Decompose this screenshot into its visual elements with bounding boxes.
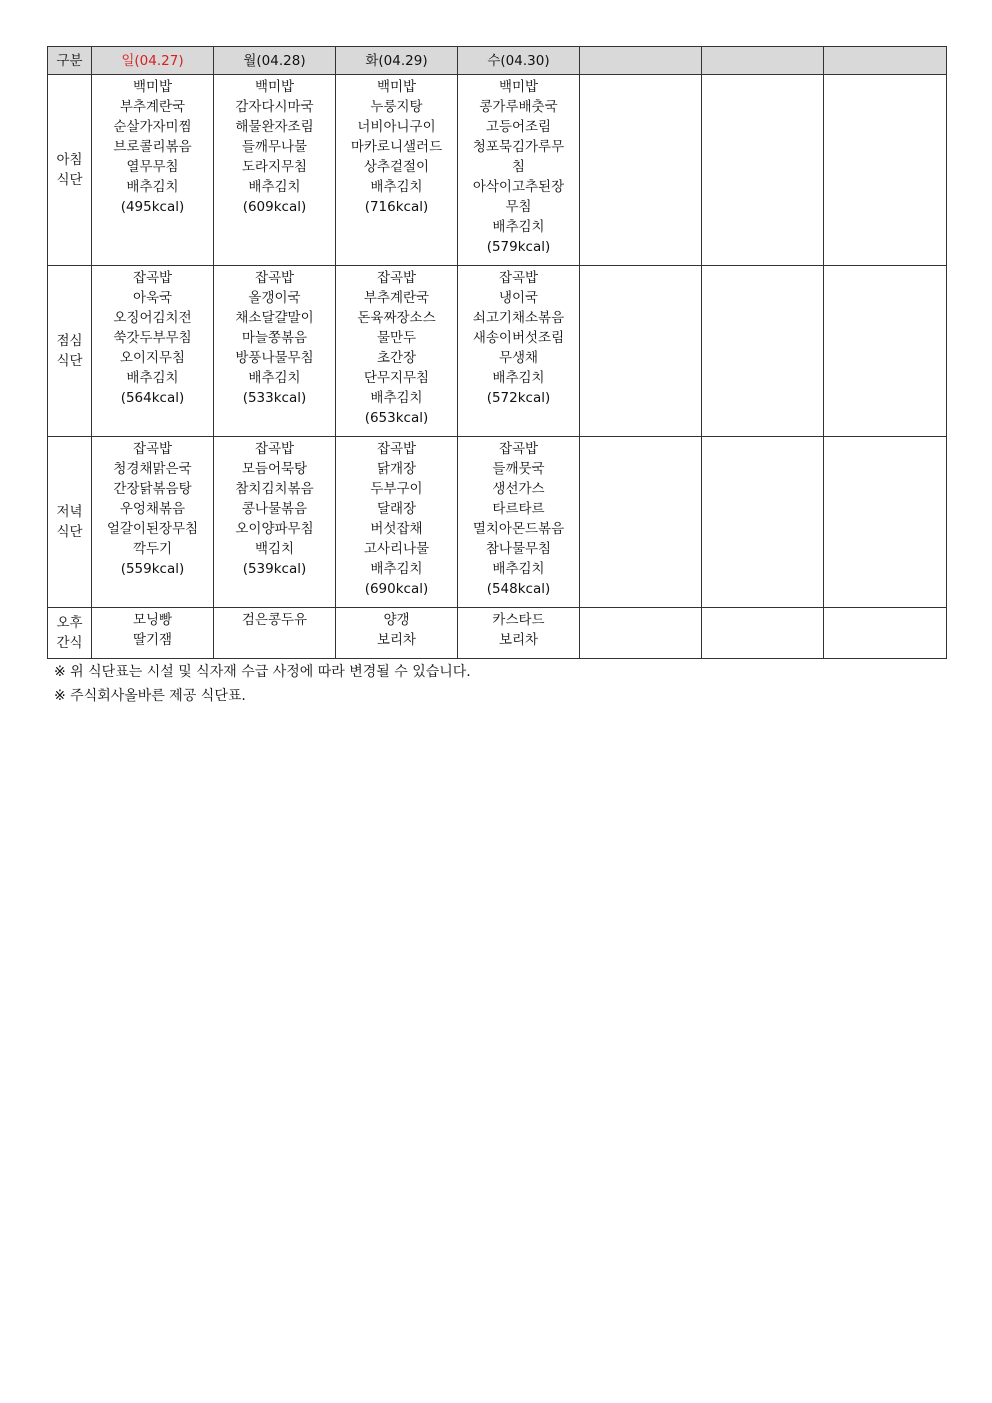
menu-item: 마늘쫑볶음 <box>241 330 308 346</box>
menu-item: 순살가자미찜 <box>113 119 192 135</box>
menu-item: 너비아니구이 <box>357 119 436 135</box>
menu-item: 얼갈이된장무침 <box>106 521 199 537</box>
menu-item: 우엉채볶음 <box>119 501 186 517</box>
menu-item: 참치김치볶음 <box>235 481 314 497</box>
menu-item: 무생채 <box>498 350 539 366</box>
menu-item: 고등어조림 <box>485 119 552 135</box>
menu-cell <box>702 608 824 659</box>
menu-item: 모듬어묵탕 <box>241 461 308 477</box>
menu-item: 냉이국 <box>498 290 539 306</box>
menu-cell <box>336 437 458 608</box>
menu-item: 멸치아몬드볶음 <box>472 521 565 537</box>
menu-item: 타르타르 <box>492 501 545 517</box>
menu-item: 배추김치 <box>370 561 423 577</box>
menu-item: (533kcal) <box>242 390 307 406</box>
meal-label-line: 점심 <box>56 333 83 349</box>
menu-item: 간장닭볶음탕 <box>113 481 192 497</box>
menu-item: 오징어김치전 <box>113 310 192 326</box>
menu-item: 쑥갓두부무침 <box>113 330 192 346</box>
menu-item: 부추계란국 <box>119 99 186 115</box>
menu-item: 배추김치 <box>248 179 301 195</box>
meal-label-line: 저녁 <box>56 504 83 520</box>
menu-cell <box>92 266 214 437</box>
menu-cell <box>458 437 580 608</box>
menu-item: (539kcal) <box>242 561 307 577</box>
menu-item: 깍두기 <box>132 541 173 557</box>
menu-item: 생선가스 <box>492 481 545 497</box>
menu-cell <box>458 608 580 659</box>
menu-item: 부추계란국 <box>363 290 430 306</box>
menu-cell <box>214 608 336 659</box>
menu-cell <box>336 75 458 266</box>
menu-cell <box>580 437 702 608</box>
menu-cell <box>214 75 336 266</box>
meal-row-dinner <box>48 437 947 608</box>
menu-item: (653kcal) <box>364 410 429 426</box>
menu-item: 잡곡밥 <box>376 270 417 286</box>
weekly-meal-table <box>47 46 947 659</box>
menu-item: 백미밥 <box>132 79 173 95</box>
menu-cell <box>702 75 824 266</box>
menu-cell <box>824 437 947 608</box>
menu-item: 백미밥 <box>254 79 295 95</box>
menu-item: 참나물무침 <box>485 541 552 557</box>
menu-item: 브로콜리볶음 <box>113 139 192 155</box>
menu-item: 아욱국 <box>132 290 173 306</box>
menu-item: 보리차 <box>498 632 539 648</box>
menu-item: (548kcal) <box>486 581 551 597</box>
menu-item: 상추겉절이 <box>363 159 430 175</box>
footnote-provider: ※ 주식회사올바른 제공 식단표. <box>54 688 246 704</box>
table-header-row <box>48 47 947 75</box>
category-header: 구분 <box>48 47 92 75</box>
menu-cell <box>458 266 580 437</box>
menu-item: 두부구이 <box>370 481 423 497</box>
menu-cell <box>824 75 947 266</box>
day-header-tuesday: 화(04.29) <box>336 47 458 75</box>
menu-item: 보리차 <box>376 632 417 648</box>
menu-item: 침 <box>511 159 526 175</box>
menu-item: 검은콩두유 <box>241 612 308 628</box>
menu-item: 새송이버섯조림 <box>472 330 565 346</box>
meal-label-line: 식단 <box>56 524 83 540</box>
menu-item: 들깨뭇국 <box>492 461 545 477</box>
menu-cell <box>702 437 824 608</box>
menu-item: 도라지무침 <box>241 159 308 175</box>
menu-cell <box>824 266 947 437</box>
menu-item: 백미밥 <box>498 79 539 95</box>
menu-item: 쇠고기채소볶음 <box>472 310 565 326</box>
menu-item: 잡곡밥 <box>498 441 539 457</box>
menu-cell <box>214 437 336 608</box>
meal-row-label <box>48 437 92 608</box>
menu-item: 단무지무침 <box>363 370 430 386</box>
menu-item: 잡곡밥 <box>254 441 295 457</box>
menu-item: 잡곡밥 <box>254 270 295 286</box>
menu-cell <box>580 75 702 266</box>
menu-item: 오이양파무침 <box>235 521 314 537</box>
menu-item: 청포묵김가루무 <box>472 139 565 155</box>
menu-item: 감자다시마국 <box>235 99 314 115</box>
day-header-empty <box>702 47 824 75</box>
menu-item: 돈육짜장소스 <box>357 310 436 326</box>
menu-item: 카스타드 <box>492 612 545 628</box>
day-header-sunday: 일(04.27) <box>92 47 214 75</box>
menu-item: 물만두 <box>376 330 417 346</box>
menu-item: 들깨무나물 <box>241 139 308 155</box>
menu-item: 배추김치 <box>370 390 423 406</box>
menu-cell <box>580 608 702 659</box>
menu-cell <box>336 266 458 437</box>
menu-item: (564kcal) <box>120 390 185 406</box>
meal-row-label <box>48 266 92 437</box>
menu-item: 초간장 <box>376 350 417 366</box>
meal-row-lunch <box>48 266 947 437</box>
menu-item: 마카로니샐러드 <box>350 139 443 155</box>
day-header-empty <box>824 47 947 75</box>
menu-item: 달래장 <box>376 501 417 517</box>
menu-cell <box>824 608 947 659</box>
menu-cell <box>336 608 458 659</box>
footnote-change-notice: ※ 위 식단표는 시설 및 식자재 수급 사정에 따라 변경될 수 있습니다. <box>54 664 471 680</box>
meal-row-snack <box>48 608 947 659</box>
menu-item: 잡곡밥 <box>376 441 417 457</box>
menu-cell <box>92 608 214 659</box>
menu-item: 배추김치 <box>492 370 545 386</box>
meal-label-line: 오후 <box>56 615 83 631</box>
meal-label-line: 식단 <box>56 172 83 188</box>
menu-cell <box>580 266 702 437</box>
menu-item: 배추김치 <box>370 179 423 195</box>
menu-item: 채소달걀말이 <box>235 310 314 326</box>
menu-cell <box>92 437 214 608</box>
menu-item: (495kcal) <box>120 199 185 215</box>
day-header-monday: 월(04.28) <box>214 47 336 75</box>
menu-item: 고사리나물 <box>363 541 430 557</box>
menu-item: 해물완자조림 <box>235 119 314 135</box>
meal-label-line: 아침 <box>56 152 83 168</box>
day-header-empty <box>580 47 702 75</box>
menu-item: 누룽지탕 <box>370 99 423 115</box>
meal-row-breakfast <box>48 75 947 266</box>
menu-item: 잡곡밥 <box>498 270 539 286</box>
menu-cell <box>214 266 336 437</box>
menu-item: (716kcal) <box>364 199 429 215</box>
meal-label-line: 식단 <box>56 353 83 369</box>
menu-item: 배추김치 <box>492 561 545 577</box>
menu-cell <box>458 75 580 266</box>
menu-item: (690kcal) <box>364 581 429 597</box>
meal-row-label <box>48 608 92 659</box>
menu-item: 모닝빵 <box>132 612 173 628</box>
menu-item: 콩가루배춧국 <box>479 99 558 115</box>
menu-item: 백김치 <box>254 541 295 557</box>
menu-item: 딸기잼 <box>132 632 173 648</box>
menu-item: 콩나물볶음 <box>241 501 308 517</box>
menu-item: (609kcal) <box>242 199 307 215</box>
menu-item: 버섯잡채 <box>370 521 423 537</box>
menu-cell <box>92 75 214 266</box>
menu-item: 잡곡밥 <box>132 270 173 286</box>
menu-item: 열무무침 <box>126 159 179 175</box>
menu-item: 아삭이고추된장 <box>472 179 565 195</box>
day-header-wednesday: 수(04.30) <box>458 47 580 75</box>
menu-item: 양갱 <box>383 612 410 628</box>
menu-item: (572kcal) <box>486 390 551 406</box>
menu-item: 배추김치 <box>126 370 179 386</box>
menu-item: 배추김치 <box>492 219 545 235</box>
footnotes <box>54 660 471 708</box>
menu-item: 배추김치 <box>248 370 301 386</box>
menu-item: 닭개장 <box>376 461 417 477</box>
menu-item: (559kcal) <box>120 561 185 577</box>
menu-item: (579kcal) <box>486 239 551 255</box>
menu-item: 백미밥 <box>376 79 417 95</box>
menu-item: 청경채맑은국 <box>113 461 192 477</box>
menu-cell <box>702 266 824 437</box>
menu-item: 올갱이국 <box>248 290 301 306</box>
meal-label-line: 간식 <box>56 635 83 651</box>
menu-item: 무침 <box>505 199 532 215</box>
menu-item: 방풍나물무침 <box>235 350 314 366</box>
menu-item: 오이지무침 <box>119 350 186 366</box>
meal-row-label <box>48 75 92 266</box>
menu-item: 잡곡밥 <box>132 441 173 457</box>
menu-item: 배추김치 <box>126 179 179 195</box>
